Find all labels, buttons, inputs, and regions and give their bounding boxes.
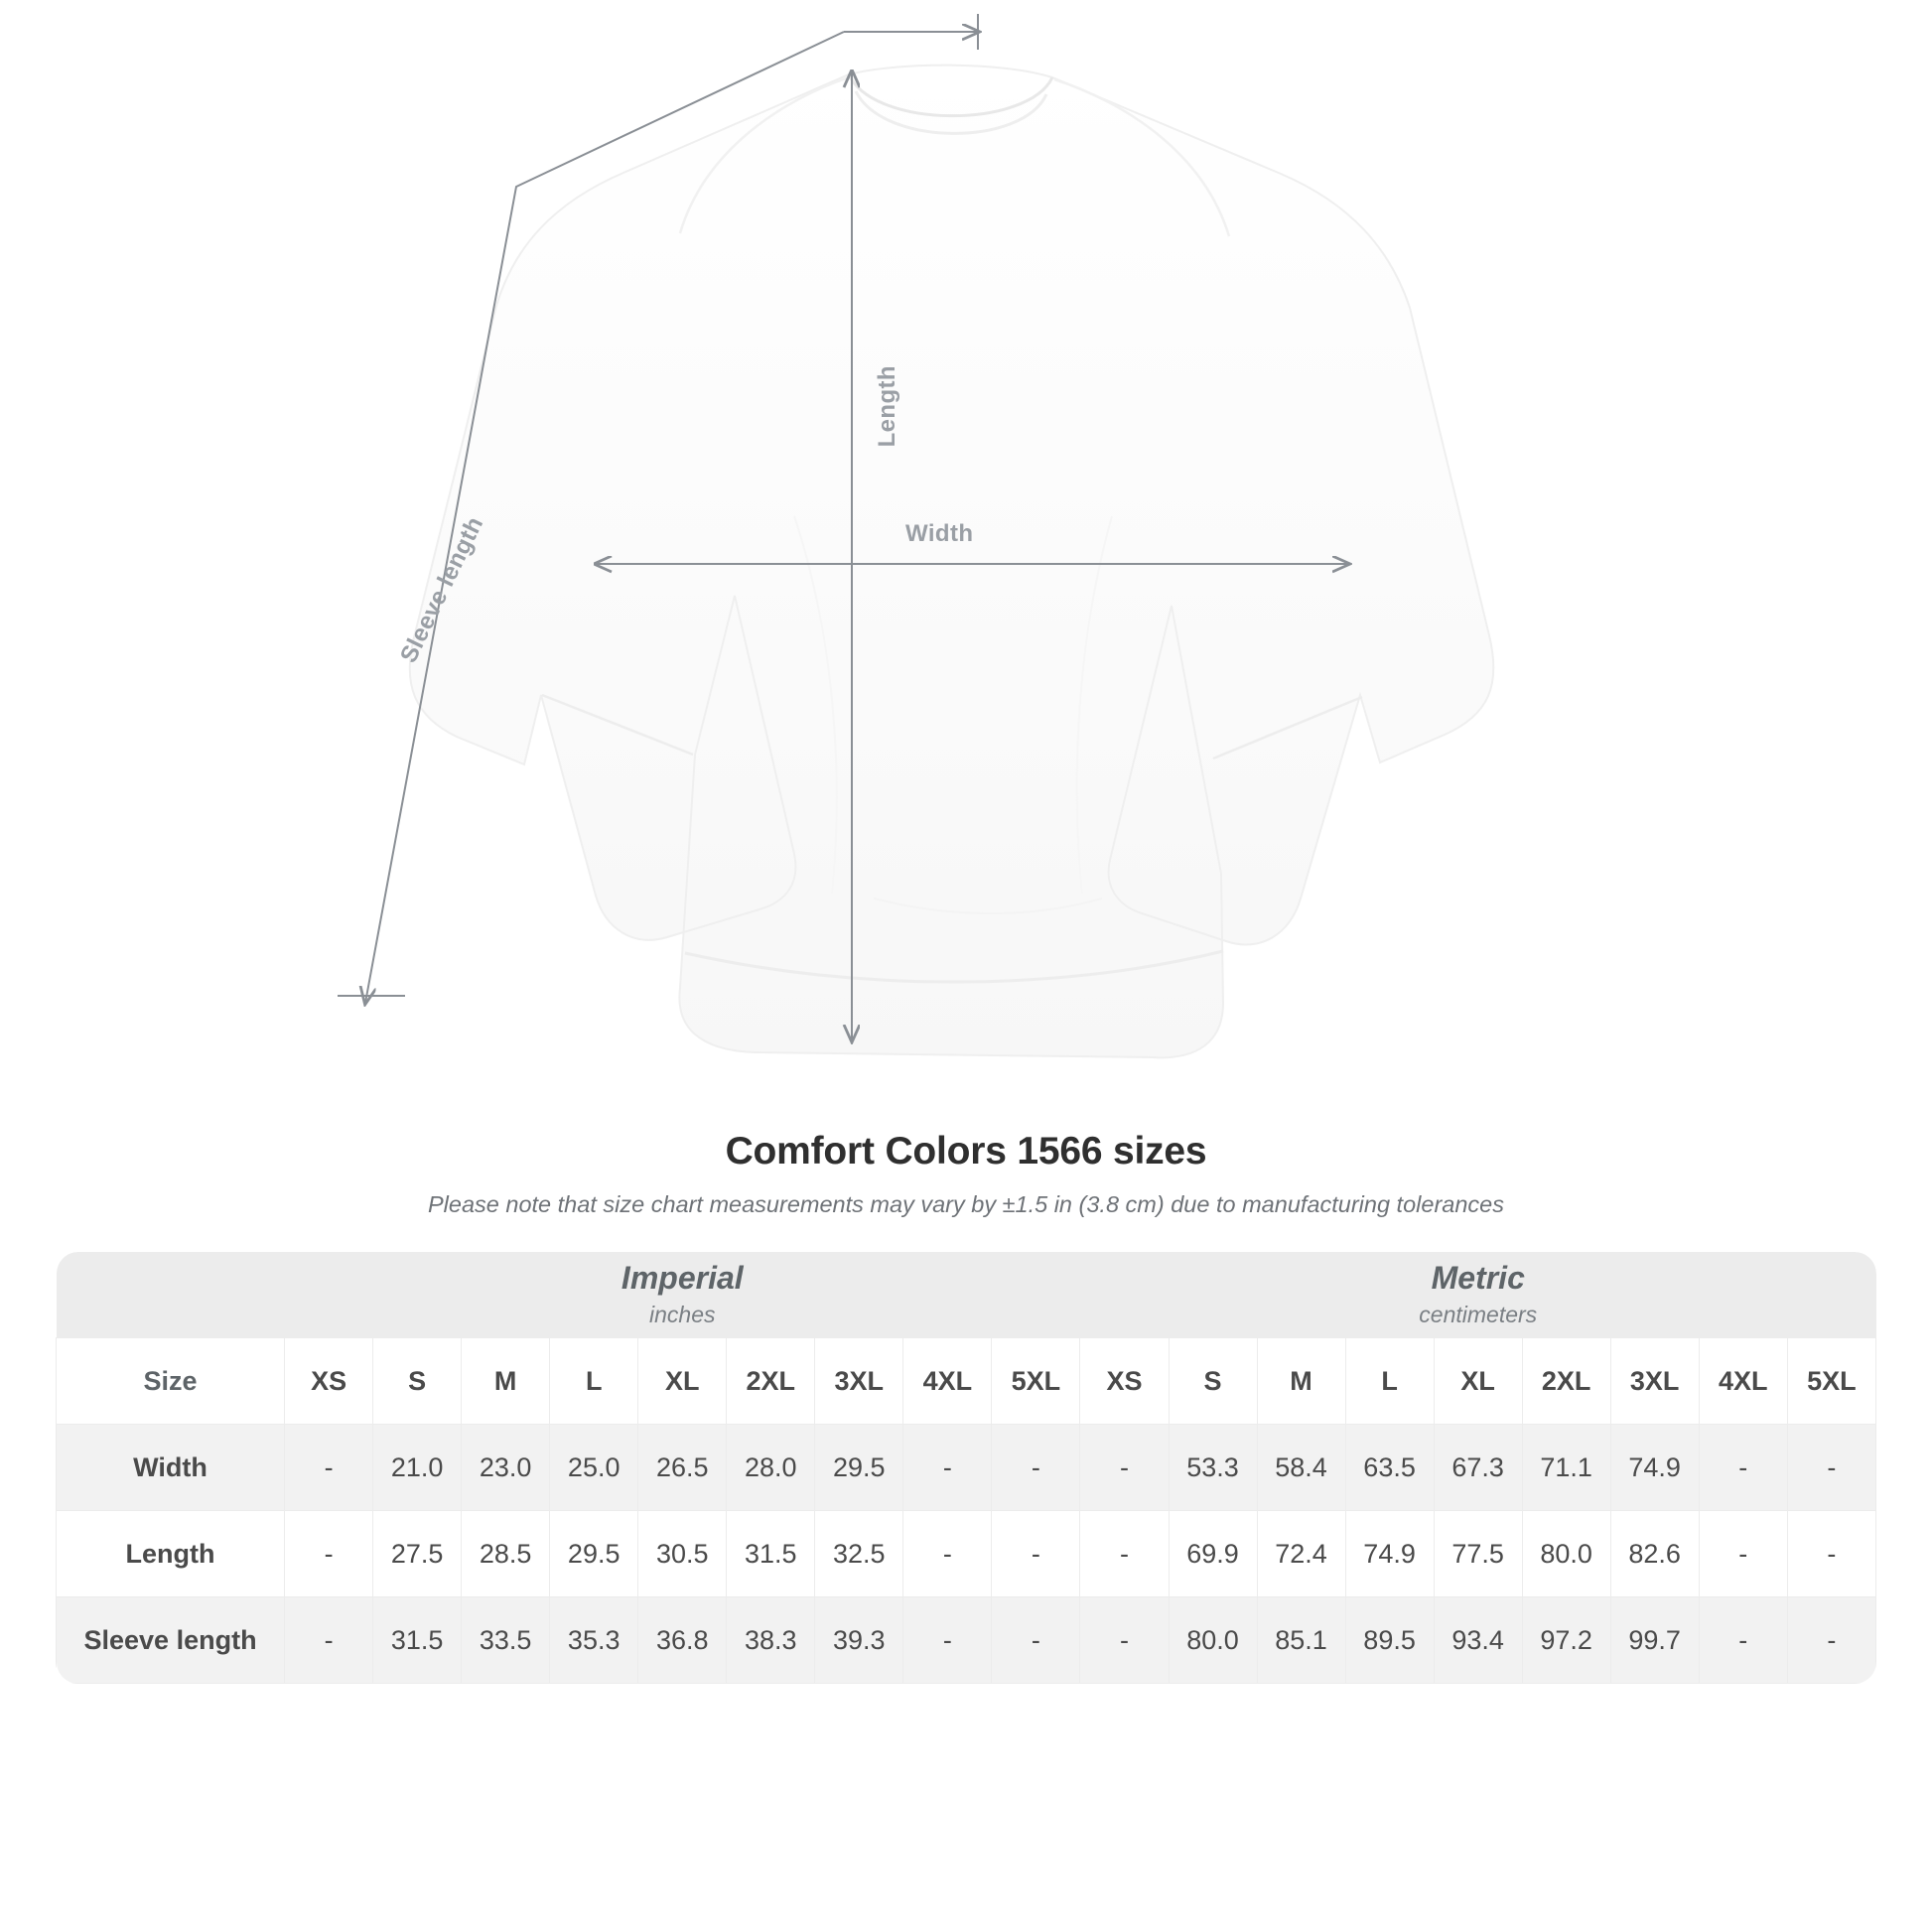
size-header-row bbox=[57, 1338, 1876, 1425]
cell-width-metric-3xl: 74.9 bbox=[1610, 1425, 1699, 1511]
size-table-container bbox=[56, 1252, 1876, 1684]
cell-length-imperial-5xl: - bbox=[992, 1511, 1080, 1597]
cell-width-imperial-m: 23.0 bbox=[462, 1425, 550, 1511]
cell-sleeve-metric-m: 85.1 bbox=[1257, 1597, 1345, 1684]
cell-width-imperial-s: 21.0 bbox=[373, 1425, 462, 1511]
tolerance-note: Please note that size chart measurements may vary by ±1.5 in (3.8 cm) due to manufacturing tolerances bbox=[428, 1191, 1504, 1217]
cell-length-metric-l: 74.9 bbox=[1345, 1511, 1434, 1597]
size-header-imperial-m: M bbox=[462, 1338, 550, 1425]
cell-width-metric-l: 63.5 bbox=[1345, 1425, 1434, 1511]
cell-sleeve-metric-3xl: 99.7 bbox=[1610, 1597, 1699, 1684]
cell-length-metric-3xl: 82.6 bbox=[1610, 1511, 1699, 1597]
system-unit-metric: centimeters bbox=[1419, 1301, 1538, 1327]
cell-width-metric-s: 53.3 bbox=[1169, 1425, 1257, 1511]
cell-width-metric-4xl: - bbox=[1699, 1425, 1787, 1511]
row-label-sleeve-length: Sleeve length bbox=[57, 1597, 285, 1684]
cell-sleeve-imperial-xl: 36.8 bbox=[638, 1597, 727, 1684]
cell-length-imperial-3xl: 32.5 bbox=[815, 1511, 903, 1597]
cell-length-metric-5xl: - bbox=[1787, 1511, 1875, 1597]
cell-length-metric-2xl: 80.0 bbox=[1522, 1511, 1610, 1597]
size-header-imperial-xs: XS bbox=[285, 1338, 373, 1425]
size-header-imperial-l: L bbox=[550, 1338, 638, 1425]
cell-width-metric-xs: - bbox=[1080, 1425, 1169, 1511]
cell-width-metric-5xl: - bbox=[1787, 1425, 1875, 1511]
system-name-imperial: Imperial bbox=[621, 1259, 744, 1296]
size-header-imperial-3xl: 3XL bbox=[815, 1338, 903, 1425]
size-header-metric-4xl: 4XL bbox=[1699, 1338, 1787, 1425]
system-header-metric bbox=[1080, 1252, 1876, 1338]
row-label-length: Length bbox=[57, 1511, 285, 1597]
size-header-metric-l: L bbox=[1345, 1338, 1434, 1425]
cell-sleeve-imperial-m: 33.5 bbox=[462, 1597, 550, 1684]
size-header-imperial-s: S bbox=[373, 1338, 462, 1425]
page-title: Comfort Colors 1566 sizes bbox=[725, 1130, 1207, 1173]
size-header-imperial-xl: XL bbox=[638, 1338, 727, 1425]
cell-length-imperial-l: 29.5 bbox=[550, 1511, 638, 1597]
size-header-metric-m: M bbox=[1257, 1338, 1345, 1425]
cell-sleeve-imperial-2xl: 38.3 bbox=[727, 1597, 815, 1684]
cell-sleeve-metric-xs: - bbox=[1080, 1597, 1169, 1684]
table-row bbox=[57, 1511, 1876, 1597]
cell-width-imperial-3xl: 29.5 bbox=[815, 1425, 903, 1511]
sleeve-length-label: Sleeve length bbox=[395, 512, 489, 667]
cell-width-imperial-xl: 26.5 bbox=[638, 1425, 727, 1511]
cell-length-metric-xs: - bbox=[1080, 1511, 1169, 1597]
size-header-metric-xl: XL bbox=[1434, 1338, 1522, 1425]
cell-length-imperial-xs: - bbox=[285, 1511, 373, 1597]
system-header-imperial bbox=[285, 1252, 1080, 1338]
size-header-imperial-5xl: 5XL bbox=[992, 1338, 1080, 1425]
cell-sleeve-metric-s: 80.0 bbox=[1169, 1597, 1257, 1684]
cell-sleeve-imperial-5xl: - bbox=[992, 1597, 1080, 1684]
row-label-width: Width bbox=[57, 1425, 285, 1511]
length-label: Length bbox=[874, 365, 900, 448]
size-header-imperial-4xl: 4XL bbox=[903, 1338, 992, 1425]
size-header-cell: Size bbox=[57, 1338, 285, 1425]
cell-sleeve-imperial-xs: - bbox=[285, 1597, 373, 1684]
system-unit-imperial: inches bbox=[649, 1301, 716, 1327]
cell-length-metric-xl: 77.5 bbox=[1434, 1511, 1522, 1597]
sweatshirt-body bbox=[410, 66, 1494, 1058]
cell-length-metric-s: 69.9 bbox=[1169, 1511, 1257, 1597]
cell-length-imperial-xl: 30.5 bbox=[638, 1511, 727, 1597]
title-block bbox=[0, 1130, 1932, 1218]
cell-width-imperial-xs: - bbox=[285, 1425, 373, 1511]
size-header-metric-3xl: 3XL bbox=[1610, 1338, 1699, 1425]
cell-width-imperial-4xl: - bbox=[903, 1425, 992, 1511]
cell-length-imperial-m: 28.5 bbox=[462, 1511, 550, 1597]
cell-sleeve-imperial-3xl: 39.3 bbox=[815, 1597, 903, 1684]
cell-length-metric-4xl: - bbox=[1699, 1511, 1787, 1597]
table-row bbox=[57, 1597, 1876, 1684]
cell-sleeve-imperial-s: 31.5 bbox=[373, 1597, 462, 1684]
cell-width-imperial-l: 25.0 bbox=[550, 1425, 638, 1511]
cell-width-metric-xl: 67.3 bbox=[1434, 1425, 1522, 1511]
cell-length-imperial-4xl: - bbox=[903, 1511, 992, 1597]
cell-length-metric-m: 72.4 bbox=[1257, 1511, 1345, 1597]
size-header-metric-s: S bbox=[1169, 1338, 1257, 1425]
cell-sleeve-metric-l: 89.5 bbox=[1345, 1597, 1434, 1684]
cell-sleeve-metric-5xl: - bbox=[1787, 1597, 1875, 1684]
cell-length-imperial-s: 27.5 bbox=[373, 1511, 462, 1597]
cell-sleeve-metric-xl: 93.4 bbox=[1434, 1597, 1522, 1684]
system-header-spacer bbox=[57, 1252, 285, 1338]
cell-width-imperial-2xl: 28.0 bbox=[727, 1425, 815, 1511]
cell-width-metric-2xl: 71.1 bbox=[1522, 1425, 1610, 1511]
cell-length-imperial-2xl: 31.5 bbox=[727, 1511, 815, 1597]
cell-sleeve-metric-2xl: 97.2 bbox=[1522, 1597, 1610, 1684]
cell-width-metric-m: 58.4 bbox=[1257, 1425, 1345, 1511]
width-label: Width bbox=[905, 520, 974, 547]
cell-sleeve-imperial-l: 35.3 bbox=[550, 1597, 638, 1684]
system-name-metric: Metric bbox=[1431, 1259, 1525, 1296]
cell-width-imperial-5xl: - bbox=[992, 1425, 1080, 1511]
size-header-metric-5xl: 5XL bbox=[1787, 1338, 1875, 1425]
table-row bbox=[57, 1425, 1876, 1511]
size-table bbox=[56, 1252, 1876, 1684]
size-header-imperial-2xl: 2XL bbox=[727, 1338, 815, 1425]
size-header-metric-xs: XS bbox=[1080, 1338, 1169, 1425]
system-header-row bbox=[57, 1252, 1876, 1338]
cell-sleeve-imperial-4xl: - bbox=[903, 1597, 992, 1684]
cell-sleeve-metric-4xl: - bbox=[1699, 1597, 1787, 1684]
size-header-metric-2xl: 2XL bbox=[1522, 1338, 1610, 1425]
